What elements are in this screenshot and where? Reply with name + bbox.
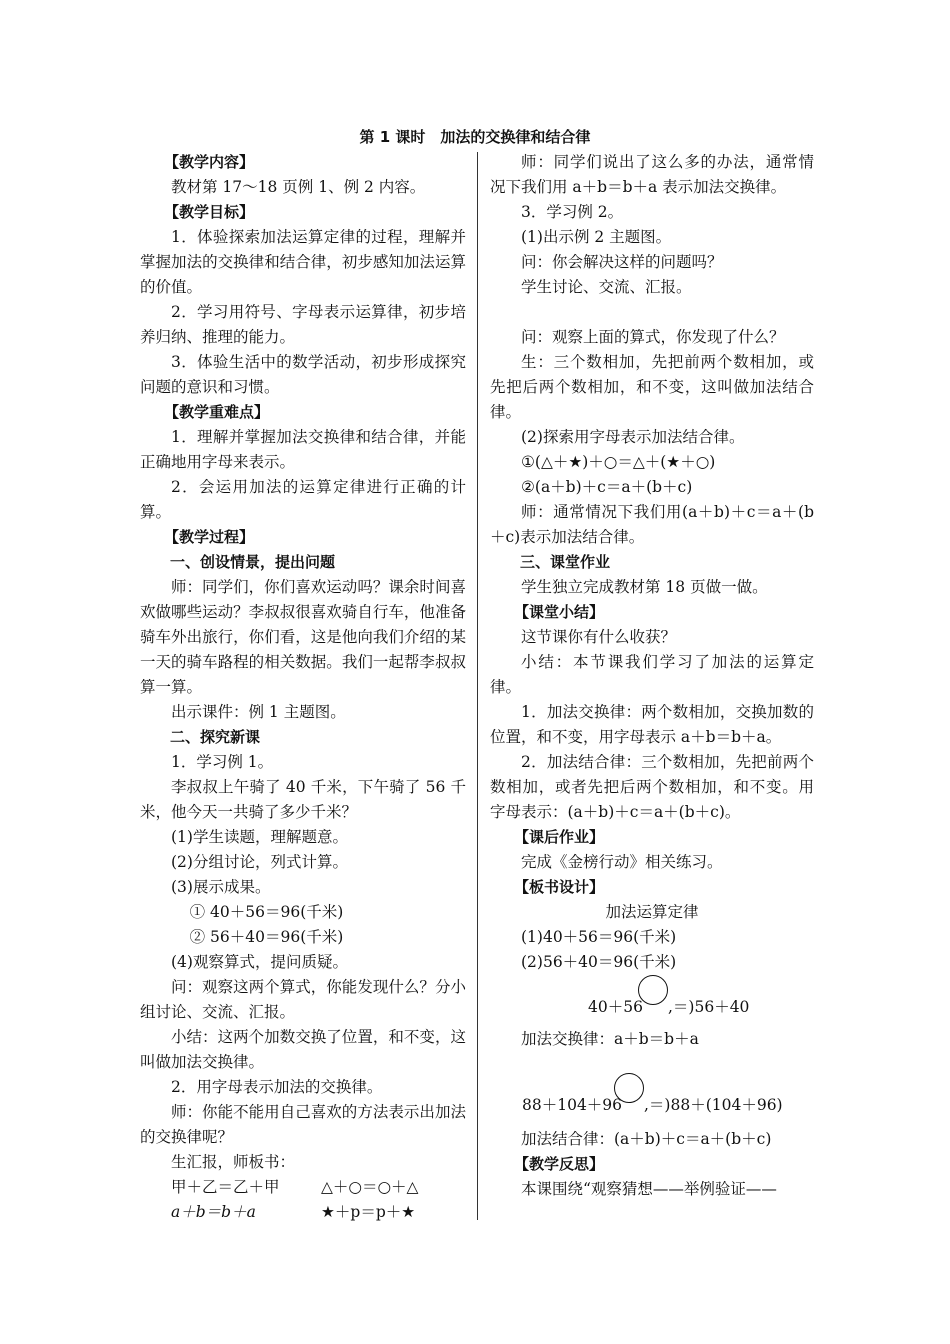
substep-2: (2)分组讨论，列式计算。 [171,853,348,871]
paragraph-intro: 师：同学们，你们喜欢运动吗？课余时间喜欢做哪些运动？李叔叔很喜欢骑自行车，他准备骑车外出旅行，你们看，这是他向我们介绍的某一天的骑车路程的相关数据。我们一起帮李叔叔算一算。 [140,578,466,696]
heading-board-design: 【板书设计】 [514,878,605,896]
paragraph-teacher-ask: 师：你能不能用自己喜欢的方法表示出加法的交换律呢？ [140,1103,466,1146]
formula-row-1 [140,1175,466,1200]
student-discussion: 学生讨论、交流、汇报。 [521,278,692,296]
heading-reflection: 【教学反思】 [514,1155,605,1173]
key-point-1: 1．理解并掌握加法交换律和结合律，并能正确地用字母来表示。 [140,428,466,471]
right-column [490,150,814,1202]
formula-star-p: ★＋p＝p＋★ [321,1203,416,1221]
formula-a-b: a＋b＝b＋a [171,1203,256,1221]
heading-goals: 【教学目标】 [164,203,255,221]
expression-2: ②(a＋b)＋c＝a＋(b＋c) [521,478,693,496]
substep-explore: (2)探索用字母表示加法结合律。 [521,428,745,446]
board-commutative-law: 加法交换律：a＋b＝b＋a [521,1030,699,1048]
paragraph-associative-def: 生：三个数相加，先把前两个数相加，或先把后两个数相加，和不变，这叫做加法结合律。 [490,353,814,421]
board-expr-right-2: ,＝)88＋(104＋96) [644,1096,783,1114]
summary-associative: 2．加法结合律：三个数相加，先把前两个数相加，或者先把后两个数相加，和不变。用字母表示：(a＋b)＋c＝a＋(b＋c)。 [490,753,814,821]
section-2-title: 二、探究新课 [170,728,261,746]
expression-1: ①(△＋★)＋○＝△＋(★＋○) [521,453,716,471]
blank-gap [490,300,814,325]
summary-commutative: 1．加法交换律：两个数相加，交换加数的位置，和不变，用字母表示 a＋b＝b＋a。 [490,703,814,746]
paragraph-homework: 完成《金榜行动》相关练习。 [521,853,723,871]
goal-3: 3．体验生活中的数学活动，初步形成探究问题的意识和习惯。 [140,353,466,396]
problem-text: 李叔叔上午骑了 40 千米，下午骑了 56 千米，他今天一共骑了多少千米？ [140,778,466,821]
heading-homework: 【课后作业】 [514,828,605,846]
paragraph-summary: 小结：这两个加数交换了位置，和不变，这叫做加法交换律。 [140,1028,466,1071]
paragraph-question: 问：观察这两个算式，你能发现什么？分小组讨论、交流、汇报。 [140,978,466,1021]
heading-key-points: 【教学重难点】 [164,403,270,421]
substep-3: (3)展示成果。 [171,878,271,896]
section-3-title: 三、课堂作业 [520,553,611,571]
step-1-title: 1．学习例 1。 [171,753,274,771]
goal-1: 1．体验探索加法运算定律的过程，理解并掌握加法的交换律和结合律，初步感知加法运算的价值。 [140,228,466,296]
paragraph-student-report: 生汇报，师板书： [171,1153,296,1171]
board-title: 加法运算定律 [605,903,699,921]
board-associative-law: 加法结合律：(a＋b)＋c＝a＋(b＋c) [521,1130,772,1148]
board-line-2: (2)56＋40＝96(千米) [521,953,677,971]
formula-triangle-circle: △＋○＝○＋△ [321,1178,419,1196]
goal-2: 2．学习用符号、字母表示运算律，初步培养归纳、推理的能力。 [140,303,466,346]
step-2-title: 2．用字母表示加法的交换律。 [171,1078,383,1096]
board-expr-left-2: 88＋104＋96 [522,1096,623,1114]
formula-jia-yi: 甲＋乙＝乙＋甲 [171,1178,280,1196]
board-commutative-figure [490,975,814,1025]
paragraph-classwork: 学生独立完成教材第 18 页做一做。 [521,578,768,596]
heading-summary: 【课堂小结】 [514,603,605,621]
step-3-title: 3．学习例 2。 [521,203,624,221]
board-line-1: (1)40＋56＝96(千米) [521,928,677,946]
paragraph-reflection: 本课围绕“观察猜想——举例验证—— [521,1180,777,1198]
formula-row-2 [140,1200,466,1225]
substep-example-2: (1)出示例 2 主题图。 [521,228,672,246]
left-column [140,150,466,1225]
paragraph-gain: 这节课你有什么收获？ [521,628,677,646]
substep-4: (4)观察算式，提问质疑。 [171,953,348,971]
board-expr-left-1: 40＋56 [588,998,643,1016]
heading-process: 【教学过程】 [164,528,255,546]
equation-2: ② 56＋40＝96(千米) [189,928,344,946]
paragraph-summary-intro: 小结：本节课我们学习了加法的运算定律。 [490,653,814,696]
content-text: 教材第 17～18 页例 1、例 2 内容。 [171,178,426,196]
board-expr-right-1: ,＝)56＋40 [668,998,750,1016]
column-divider [477,152,478,1220]
substep-1: (1)学生读题，理解题意。 [171,828,348,846]
key-point-2: 2．会运用加法的运算定律进行正确的计算。 [140,478,466,521]
equation-1: ① 40＋56＝96(千米) [189,903,344,921]
question-observe: 问：观察上面的算式，你发现了什么？ [521,328,785,346]
heading-content: 【教学内容】 [164,153,255,171]
question-solve: 问：你会解决这样的问题吗？ [521,253,723,271]
board-associative-figure [490,1073,814,1123]
paragraph-show-courseware: 出示课件：例 1 主题图。 [171,703,346,721]
section-1-title: 一、创设情景，提出问题 [170,553,336,571]
circle-mark-1 [638,975,668,1005]
circle-mark-2 [614,1073,644,1103]
paragraph-commutative-usage: 师：同学们说出了这么多的办法，通常情况下我们用 a＋b＝b＋a 表示加法交换律。 [490,153,814,196]
paragraph-associative-usage: 师：通常情况下我们用(a＋b)＋c＝a＋(b＋c)表示加法结合律。 [490,503,814,546]
page-title: 第 1 课时 加法的交换律和结合律 [359,128,591,146]
